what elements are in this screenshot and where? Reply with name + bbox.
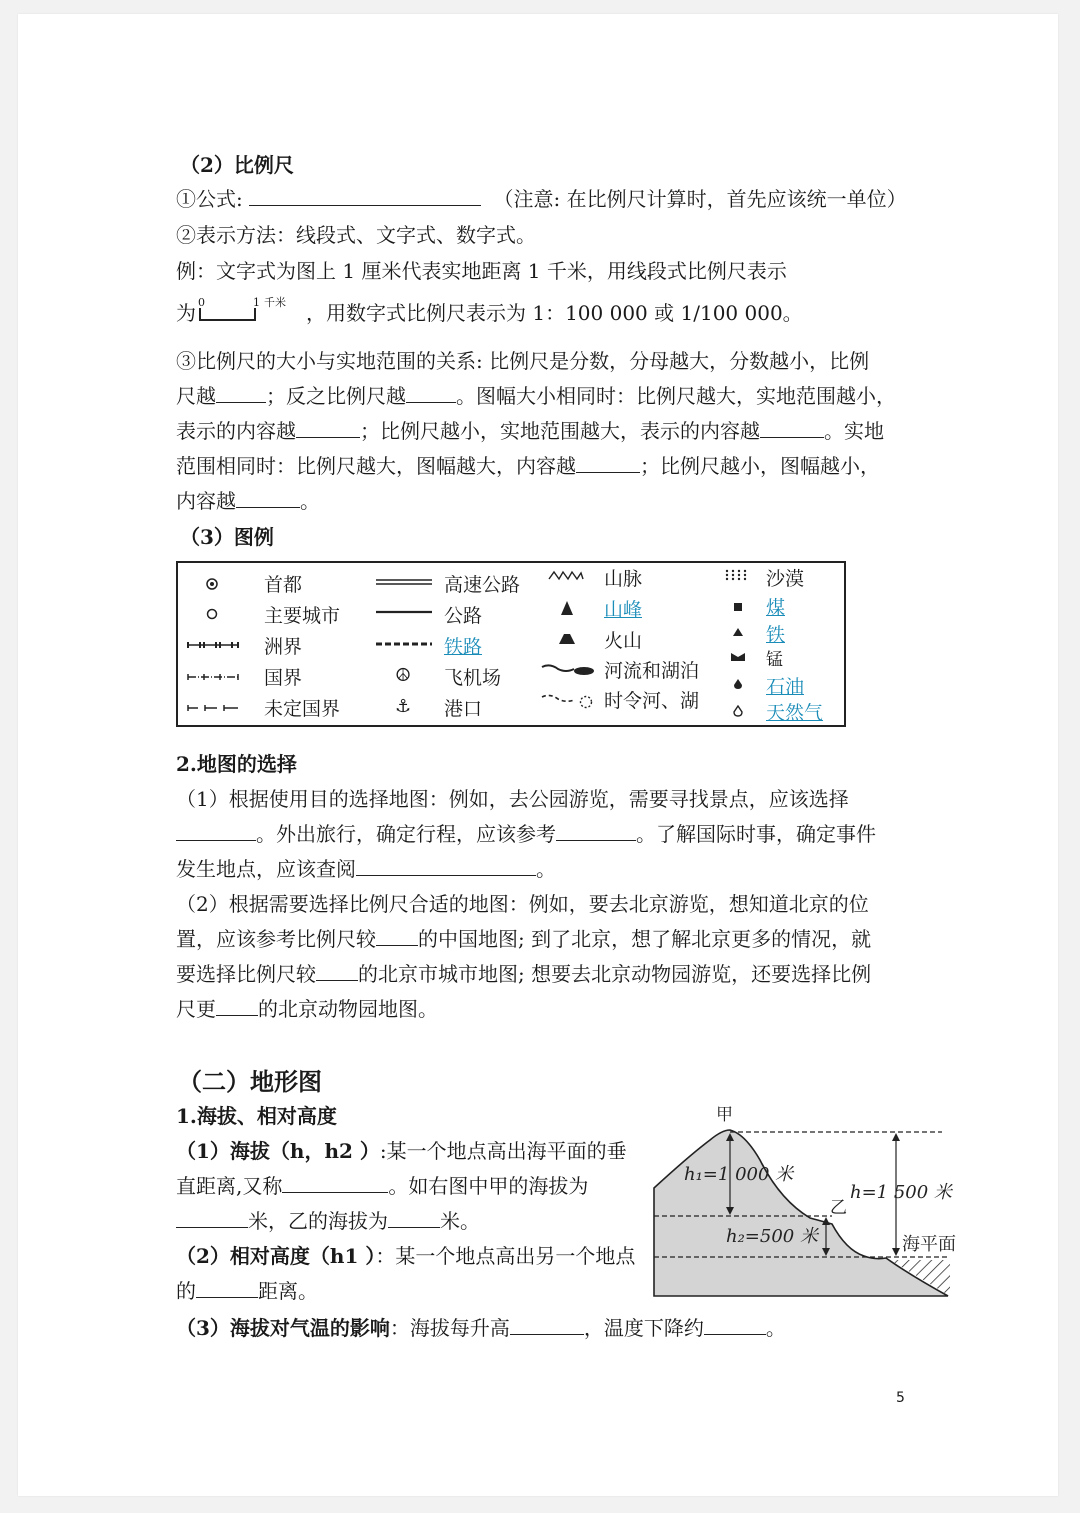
port-icon: ⚓ [395, 696, 412, 717]
relation-text: 尺越 [176, 384, 216, 408]
example-line-1: 例：文字式为图上 1 厘米代表实地距离 1 千米，用线段式比例尺表示 [176, 259, 787, 283]
city-icon [205, 607, 219, 621]
selection-text: 要选择比例尺较 [176, 962, 316, 986]
selection-p2-line4 [176, 996, 438, 1022]
selection-text: 尺更 [176, 997, 216, 1021]
relation-text: 。 [300, 489, 320, 513]
airport-icon: ☮ [395, 665, 412, 686]
peak-jia-label: 甲 [716, 1105, 733, 1125]
temperature-line [176, 1315, 786, 1341]
legend-petroleum[interactable]: 石油 [766, 676, 805, 698]
blank[interactable] [704, 1316, 766, 1335]
temperature-term: （3）海拔对气温的影响 [176, 1316, 390, 1340]
relation-text: ；比例尺越小，图幅越小， [640, 454, 880, 478]
formula-blank[interactable] [249, 187, 481, 206]
legend-railway[interactable]: 铁路 [444, 636, 483, 658]
relation-line-4 [176, 453, 880, 479]
coal-icon [732, 601, 744, 613]
selection-heading: 2.地图的选择 [176, 752, 297, 776]
legend-airport: 飞机场 [444, 667, 502, 689]
petroleum-icon [732, 678, 744, 690]
blank[interactable] [356, 857, 536, 876]
desert-icon [724, 568, 750, 582]
selection-p1-line1: （1）根据使用目的选择地图：例如，去公园游览，需要寻找景点，应该选择 [176, 787, 849, 811]
example-wei: 为 [176, 301, 196, 325]
selection-p2-line2 [176, 926, 871, 952]
h2-label: h₂=500 米 [726, 1226, 818, 1247]
legend-mountain-range: 山脉 [604, 568, 643, 590]
temperature-text: ：海拔每升高 [389, 1316, 510, 1340]
selection-p2-line1: （2）根据需要选择比例尺合适的地图：例如，要去北京游览，想知道北京的位 [176, 892, 869, 916]
relation-text: 。图幅大小相同时：比例尺越大，实地范围越小， [456, 384, 896, 408]
relation-line-1: ③比例尺的大小与实地范围的关系: 比例尺是分数，分母越大，分数越小，比例 [176, 349, 870, 373]
blank[interactable] [296, 419, 360, 438]
legend-desert: 沙漠 [766, 568, 805, 590]
blank[interactable] [510, 1316, 584, 1335]
capital-icon [204, 576, 220, 592]
blank[interactable] [216, 997, 258, 1016]
peak-icon [560, 600, 574, 616]
temperature-text: ，温度下降约 [583, 1316, 704, 1340]
temperature-text: 。 [765, 1316, 786, 1340]
selection-text: 发生地点，应该查阅 [176, 857, 356, 881]
blank[interactable] [316, 962, 358, 981]
natural-gas-icon [732, 705, 744, 717]
selection-text: 置，应该参考比例尺较 [176, 927, 376, 951]
bar-scale-one: 1 [253, 296, 260, 309]
legend-seasonal-river: 时令河、湖 [604, 690, 700, 712]
legend-peak[interactable]: 山峰 [604, 599, 643, 621]
legend-highway: 公路 [444, 605, 483, 627]
blank[interactable] [176, 1209, 248, 1228]
relation-line-5 [176, 488, 320, 514]
altitude-text: 直距离,又称 [176, 1174, 283, 1198]
relative-height-text: 距离。 [258, 1279, 318, 1303]
legend-natural-gas[interactable]: 天然气 [766, 702, 824, 724]
manganese-icon [730, 651, 746, 663]
national-border-icon [186, 671, 240, 683]
relation-line-3 [176, 418, 884, 444]
relative-height-line1 [176, 1243, 635, 1269]
blank[interactable] [176, 822, 256, 841]
river-lake-icon [540, 661, 600, 677]
altitude-line1 [176, 1138, 627, 1164]
selection-text: 。外出旅行，确定行程，应该参考 [256, 822, 556, 846]
legend-port: 港口 [444, 698, 483, 720]
page-number: 5 [896, 1390, 905, 1406]
relation-text: ；反之比例尺越 [266, 384, 406, 408]
altitude-line3 [176, 1208, 480, 1234]
legend-national-border: 国界 [264, 667, 303, 689]
continent-border-icon [186, 639, 240, 651]
legend-major-city: 主要城市 [264, 605, 341, 627]
railway-icon [374, 640, 434, 648]
relation-text: 表示的内容越 [176, 419, 296, 443]
bar-scale-zero: 0 [198, 296, 205, 309]
peak-yi-label: 乙 [830, 1198, 847, 1218]
legend-undetermined-border: 未定国界 [264, 698, 341, 720]
formula-note: （注意: 在比例尺计算时，首先应该统一单位） [493, 187, 907, 211]
relation-text: 内容越 [176, 489, 236, 513]
altitude-text: 米。 [440, 1209, 480, 1233]
bar-scale-graphic [198, 306, 260, 322]
relative-height-line2 [176, 1278, 318, 1304]
legend-coal[interactable]: 煤 [766, 597, 786, 619]
terrain-profile [654, 1130, 948, 1296]
terrain-section-title: （二）地形图 [178, 1067, 322, 1096]
formula-line [176, 186, 907, 212]
legend-volcano: 火山 [604, 630, 643, 652]
blank[interactable] [576, 454, 640, 473]
h-label: h=1 500 米 [850, 1182, 952, 1203]
blank[interactable] [216, 384, 266, 403]
altitude-text: 。如右图中甲的海拔为 [388, 1174, 589, 1198]
legend-manganese: 锰 [766, 650, 783, 670]
blank[interactable] [556, 822, 636, 841]
legend-heading: （3）图例 [180, 525, 274, 549]
legend-river-lake: 河流和湖泊 [604, 660, 700, 682]
altitude-term: （1）海拔（h，h2 ） [176, 1139, 380, 1163]
altitude-line2 [176, 1173, 588, 1199]
relative-height-text: ：某一个地点高出另一个地点 [375, 1244, 636, 1268]
relation-text: ；比例尺越小，实地范围越大，表示的内容越 [360, 419, 760, 443]
altitude-text: 米，乙的海拔为 [248, 1209, 388, 1233]
relation-text: 。实地 [824, 419, 884, 443]
selection-text: 的中国地图; 到了北京，想了解北京更多的情况，就 [418, 927, 872, 951]
mountain-range-icon [548, 569, 584, 581]
selection-text: 。 [536, 857, 556, 881]
expressway-icon [374, 577, 434, 587]
blank[interactable] [376, 927, 418, 946]
relative-height-text: 的 [176, 1279, 196, 1303]
undetermined-border-icon [186, 702, 240, 714]
seasonal-river-icon [540, 691, 600, 709]
selection-text: 。了解国际时事，确定事件 [636, 822, 876, 846]
relative-height-term: （2）相对高度（h1 ） [176, 1244, 376, 1268]
example-line-2: ，用数字式比例尺表示为 1：100 000 或 1/100 000。 [306, 301, 803, 325]
blank[interactable] [236, 489, 300, 508]
highway-icon [374, 609, 434, 615]
blank[interactable] [196, 1279, 258, 1298]
altitude-text: :某一个地点高出海平面的垂 [379, 1139, 627, 1163]
relation-line-2 [176, 383, 896, 409]
selection-text: 的北京市城市地图; 想要去北京动物园游览，还要选择比例 [358, 962, 872, 986]
selection-text: 的北京动物园地图。 [258, 997, 438, 1021]
volcano-icon [558, 633, 576, 645]
blank[interactable] [388, 1209, 440, 1228]
legend-box [176, 561, 846, 727]
altitude-diagram [650, 1100, 980, 1305]
formula-prefix: ①公式: [176, 187, 243, 211]
terrain-heading: 1.海拔、相对高度 [176, 1104, 337, 1128]
blank[interactable] [760, 419, 824, 438]
scale-heading: （2）比例尺 [180, 153, 294, 177]
selection-p1-line3 [176, 856, 556, 882]
h1-label: h₁=1 000 米 [684, 1164, 794, 1185]
legend-expressway: 高速公路 [444, 574, 521, 596]
blank[interactable] [406, 384, 456, 403]
sea-level-label: 海平面 [902, 1234, 956, 1255]
selection-p1-line2 [176, 821, 876, 847]
legend-iron[interactable]: 铁 [766, 624, 786, 646]
legend-continent-border: 洲界 [264, 636, 303, 658]
legend-capital: 首都 [264, 574, 303, 596]
selection-p2-line3 [176, 961, 871, 987]
bar-scale-unit: 千米 [264, 296, 286, 309]
iron-icon [732, 626, 744, 638]
methods-line: ②表示方法：线段式、文字式、数字式。 [176, 223, 536, 247]
blank[interactable] [282, 1174, 388, 1193]
relation-text: 范围相同时：比例尺越大，图幅越大，内容越 [176, 454, 576, 478]
